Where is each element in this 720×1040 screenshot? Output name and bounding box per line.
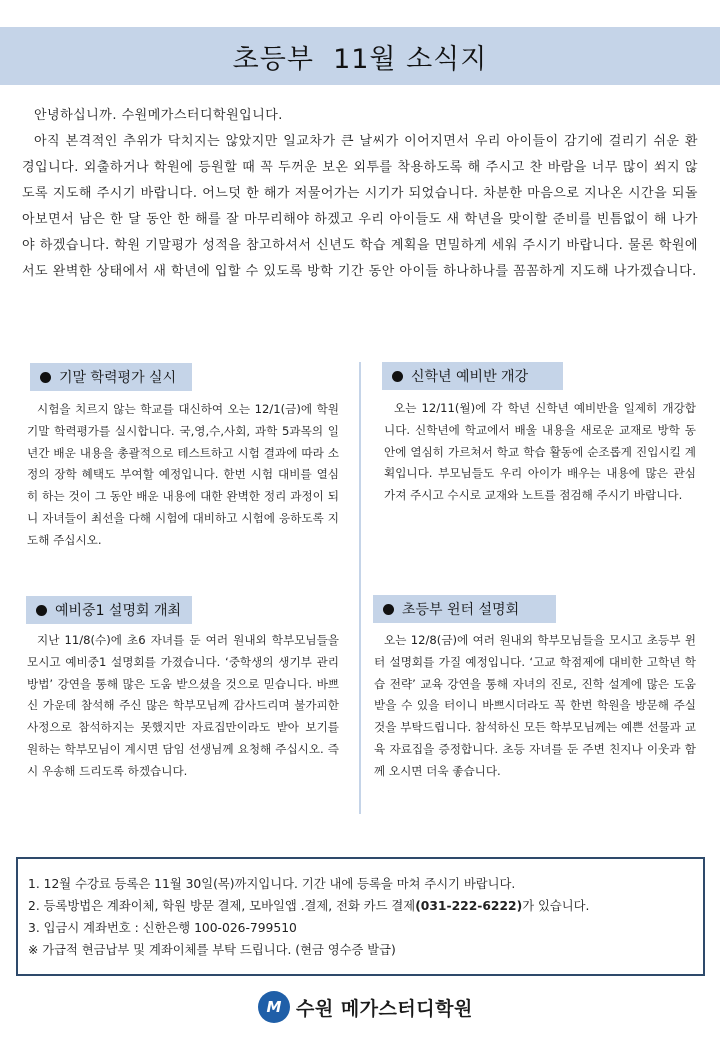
section-body-winter-briefing: 오는 12/8(금)에 여러 원내외 학부모님들을 모시고 초등부 윈터 설명회를 가질 예정입니다. ‘고교 학점제에 대비한 고학년 학습 전략’ 교육 강연을 통해 자녀의 진로, 진학 설계에 많은 도움 받을 수 있을 터이니 바쁘시더라도 꼭 한번 학원을 방문해 주실 것을 부탁드립니다. 참석하신 모든 학부모님께는 예쁜 선물과 교육 자료집을 증정합니다. 초등 자녀를 둔 주변 친지나 이웃과 함께 오시면 더욱 좋습니다.: [374, 633, 696, 778]
section-title: 초등부 윈터 설명회: [402, 602, 520, 618]
section-title: 기말 학력평가 실시: [59, 370, 177, 386]
notice-item: 3. 입금시 계좌번호 : 신한은행 100-026-799510: [28, 921, 297, 935]
bullet-icon: [392, 371, 403, 382]
section-body-final-exam: 시험을 치르지 않는 학교를 대신하여 오는 12/1(금)에 학원 기말 학력평가를 실시합니다. 국,영,수,사회, 과학 5과목의 일년간 배운 내용을 총괄적으로 테스트하고 시험 결과에 따라 소정의 장학 혜택도 부여할 예정입니다. 한번 시험 대비를 열심히 하는 것이 그 동안 배운 내용에 대한 완벽한 정리 과정이 되니 자녀들이 최선을 다해 시험에 대비하고 시험에 응하도록 지도해 주십시오.: [27, 402, 339, 547]
notice-item-tail: 가 있습니다.: [522, 899, 590, 913]
notice-list: [28, 873, 693, 961]
bullet-icon: [40, 372, 51, 383]
section-body-new-class: 오는 12/11(월)에 각 학년 신학년 예비반을 일제히 개강합니다. 신학년에 학교에서 배울 내용을 새로운 교재로 방학 동안에 열심히 가르쳐서 학교 학습 활동에 순조롭게 진입시킬 계획입니다. 부모님들도 우리 아이가 배우는 내용에 많은 관심 가져 주시고 수시로 교재와 노트를 점검해 주시기 바랍니다.: [384, 401, 696, 503]
logo-text: 수원 메가스터디학원: [296, 997, 473, 1020]
intro-body: 아직 본격적인 추위가 닥치지는 않았지만 일교차가 큰 날씨가 이어지면서 우리 아이들이 감기에 걸리기 쉬운 환경입니다. 외출하거나 학원에 등원할 때 꼭 두꺼운 보온 외투를 착용하도록 해 주시고 찬 바람을 너무 많이 쐬지 않도록 지도해 주시기 바랍니다. 어느덧 한 해가 저물어가는 시기가 되었습니다. 차분한 마음으로 지나온 시간을 되돌아보면서 남은 한 달 동안 한 해를 잘 마무리해야 하겠고 우리 아이들도 새 학년을 맞이할 준비를 빈틈없이 해 나가야 하겠습니다. 학원 기말평가 성적을 참고하셔서 신년도 학습 계획을 면밀하게 세워 주시기 바랍니다. 물론 학원에서도 완벽한 상태에서 새 학년에 입할 수 있도록 방학 기간 동안 아이들 하나하나를 꼼꼼하게 지도해 나가겠습니다.: [22, 134, 698, 279]
intro-text: [22, 103, 698, 285]
section-header-new-class: [382, 362, 563, 390]
bullet-icon: [383, 604, 394, 615]
section-header-middle-briefing: [26, 596, 192, 624]
section-header-final-exam: [30, 363, 192, 391]
notice-item-text: 2. 등록방법은 계좌이체, 학원 방문 결제, 모바일앱 .결제, 전화 카드 결제: [28, 899, 416, 913]
notice-item: 1. 12월 수강료 등록은 11월 30일(목)까지입니다. 기간 내에 등록을 마쳐 주시기 바랍니다.: [28, 877, 516, 891]
phone-number: (031-222-6222): [415, 899, 523, 913]
intro-greeting: 안녕하십니까. 수원메가스터디학원입니다.: [34, 108, 283, 123]
page-title: 초등부 11월 소식지: [232, 43, 488, 75]
section-title: 신학년 예비반 개강: [411, 369, 529, 385]
column-divider: [359, 362, 361, 814]
logo-mark-icon: M: [258, 991, 290, 1023]
section-body-middle-briefing: 지난 11/8(수)에 초6 자녀를 둔 여러 원내외 학부모님들을 모시고 예비중1 설명회를 가졌습니다. ‘중학생의 생기부 관리 방법’ 강연을 통해 많은 도움 받으셨을 것으로 믿습니다. 바쁘신 가운데 참석해 주신 많은 학부모님께 감사드리며 불가피한 사정으로 참석하지는 못했지만 자료집만이라도 받아 보기를 원하는 학부모님이 계시면 담임 선생님께 요청해 주십시오. 즉시 우송해 드리도록 하겠습니다.: [27, 633, 339, 778]
academy-logo: [258, 990, 473, 1024]
section-header-winter-briefing: [373, 595, 556, 623]
notice-item: [28, 895, 693, 917]
bullet-icon: [36, 605, 47, 616]
section-title: 예비중1 설명회 개최: [55, 603, 181, 619]
notice-box: [16, 857, 705, 976]
notice-item: ※ 가급적 현금납부 및 계좌이체를 부탁 드립니다. (현금 영수증 발급): [28, 943, 396, 957]
title-band: [0, 27, 720, 85]
